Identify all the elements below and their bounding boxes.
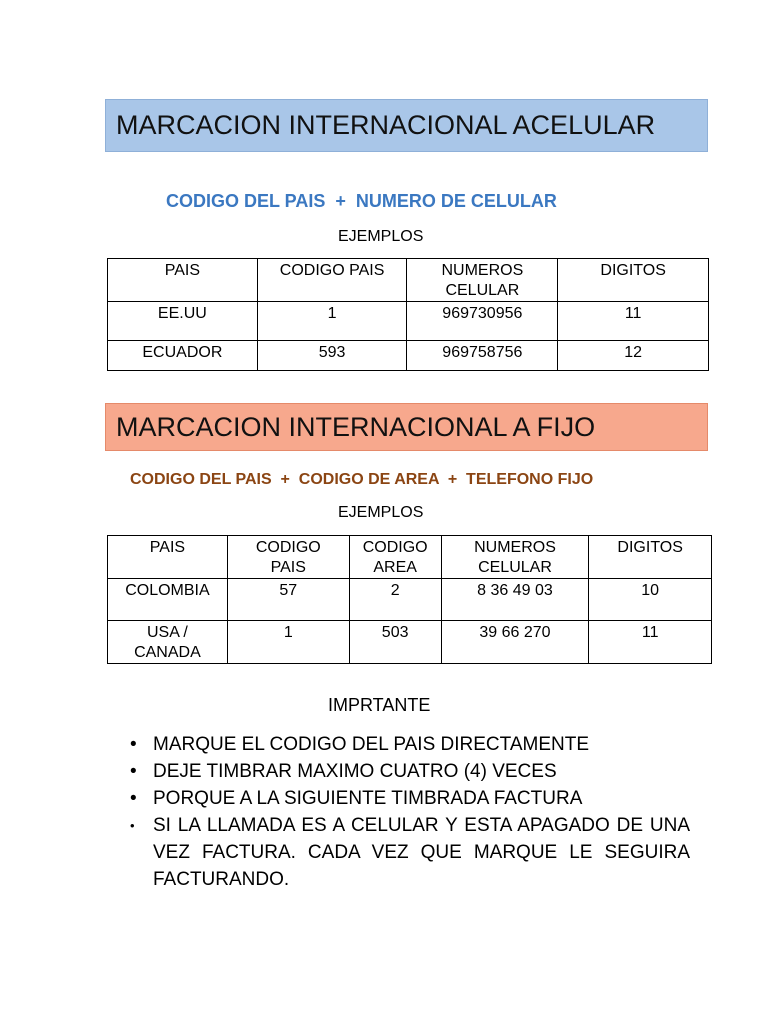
- table-row: [108, 302, 709, 341]
- table-row: [108, 341, 709, 371]
- table-header-row: [108, 259, 709, 302]
- table-cell: 1: [257, 302, 407, 341]
- table-cell: 1: [227, 621, 349, 664]
- landline-examples-table: [107, 535, 712, 664]
- section2-formula: CODIGO DEL PAIS + CODIGO DE AREA + TELEFONO FIJO: [130, 471, 594, 488]
- table-cell: 11: [558, 302, 709, 341]
- header-cell: DIGITOS: [558, 259, 709, 302]
- header-cell: CODIGO PAIS: [227, 536, 349, 579]
- table-cell: 12: [558, 341, 709, 371]
- table-cell: 10: [589, 579, 712, 621]
- section2-examples-label: EJEMPLOS: [338, 504, 424, 521]
- table-cell: ECUADOR: [108, 341, 258, 371]
- list-item: • MARQUE EL CODIGO DEL PAIS DIRECTAMENTE: [130, 731, 690, 758]
- table-header-row: [108, 536, 712, 579]
- table-cell: 2: [349, 579, 441, 621]
- header-cell: NUMEROS CELULAR: [407, 259, 558, 302]
- table-cell: 57: [227, 579, 349, 621]
- table-row: [108, 579, 712, 621]
- header-cell: PAIS: [108, 259, 258, 302]
- table-cell: 503: [349, 621, 441, 664]
- section1-examples-label: EJEMPLOS: [338, 228, 424, 245]
- important-notes-list: [130, 731, 690, 893]
- table-cell: USA / CANADA: [108, 621, 228, 664]
- table-cell: 593: [257, 341, 407, 371]
- table-cell: COLOMBIA: [108, 579, 228, 621]
- list-item: • DEJE TIMBRAR MAXIMO CUATRO (4) VECES: [130, 758, 690, 785]
- mobile-examples-table: [107, 258, 709, 371]
- table-cell: 11: [589, 621, 712, 664]
- section1-title-banner: [105, 99, 708, 152]
- section2-title: MARCACION INTERNACIONAL A FIJO: [116, 411, 596, 442]
- list-item: • SI LA LLAMADA ES A CELULAR Y ESTA APAGADO DE UNA VEZ FACTURA. CADA VEZ QUE MARQUE LE SEGUIRA FACTURANDO.: [130, 812, 690, 893]
- section1-title: MARCACION INTERNACIONAL ACELULAR: [116, 110, 656, 140]
- table-cell: EE.UU: [108, 302, 258, 341]
- table-cell: 969730956: [407, 302, 558, 341]
- important-title: IMPRTANTE: [328, 695, 431, 715]
- header-cell: CODIGO PAIS: [257, 259, 407, 302]
- table-cell: 39 66 270: [441, 621, 589, 664]
- section2-title-banner: [105, 403, 708, 451]
- header-cell: DIGITOS: [589, 536, 712, 579]
- table-cell: 8 36 49 03: [441, 579, 589, 621]
- header-cell: PAIS: [108, 536, 228, 579]
- table-cell: 969758756: [407, 341, 558, 371]
- table-row: [108, 621, 712, 664]
- header-cell: CODIGO AREA: [349, 536, 441, 579]
- list-item: • PORQUE A LA SIGUIENTE TIMBRADA FACTURA: [130, 785, 690, 812]
- section1-formula: CODIGO DEL PAIS + NUMERO DE CELULAR: [166, 191, 557, 211]
- header-cell: NUMEROS CELULAR: [441, 536, 589, 579]
